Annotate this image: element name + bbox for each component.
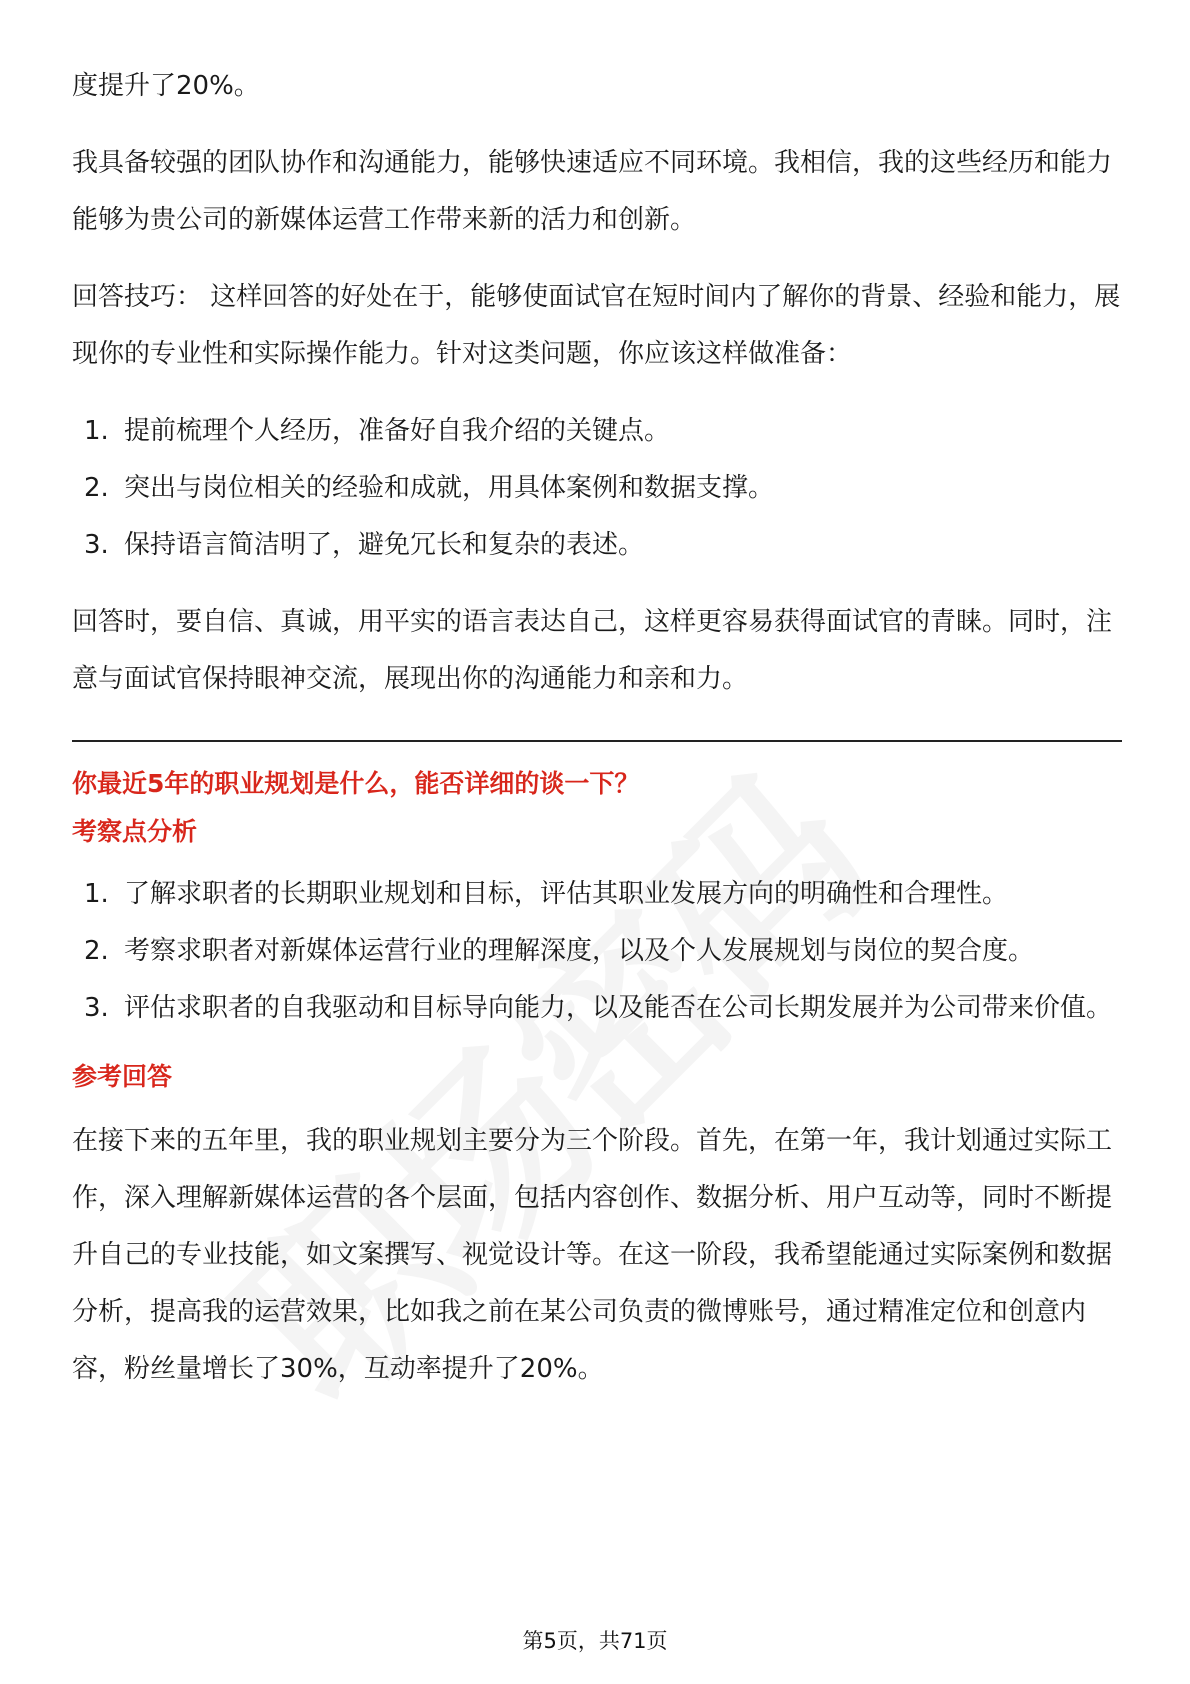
section-divider	[72, 740, 1122, 742]
list-item	[72, 517, 1122, 574]
list-number: 3.	[84, 993, 109, 1023]
analysis-heading: 考察点分析	[72, 817, 198, 846]
list-text: 保持语言简洁明了，避免冗长和复杂的表述。	[124, 530, 645, 560]
reference-heading: 参考回答	[72, 1062, 173, 1091]
paragraph-answer-tips: 回答技巧： 这样回答的好处在于，能够使面试官在短时间内了解你的背景、经验和能力，展现你的专业性和实际操作能力。针对这类问题，你应该这样做准备：	[72, 282, 1121, 369]
tips-list	[72, 403, 1122, 574]
page-number: 第5页，共71页	[522, 1629, 668, 1653]
list-text: 考察求职者对新媒体运营行业的理解深度，以及个人发展规划与岗位的契合度。	[124, 936, 1035, 966]
list-number: 1.	[84, 879, 109, 909]
analysis-list	[72, 866, 1122, 1037]
list-text: 了解求职者的长期职业规划和目标，评估其职业发展方向的明确性和合理性。	[124, 879, 1009, 909]
list-text: 提前梳理个人经历，准备好自我介绍的关键点。	[124, 416, 671, 446]
list-item	[72, 866, 1122, 923]
list-number: 2.	[84, 936, 109, 966]
list-number: 3.	[84, 530, 109, 560]
list-number: 2.	[84, 473, 109, 503]
list-item	[72, 460, 1122, 517]
paragraph-team-ability: 我具备较强的团队协作和沟通能力，能够快速适应不同环境。我相信，我的这些经历和能力能够为贵公司的新媒体运营工作带来新的活力和创新。	[72, 148, 1113, 235]
paragraph-continuation: 度提升了20%。	[72, 71, 260, 101]
question-heading: 你最近5年的职业规划是什么，能否详细的谈一下？	[72, 769, 640, 798]
list-item	[72, 980, 1122, 1037]
paragraph-closing: 回答时，要自信、真诚，用平实的语言表达自己，这样更容易获得面试官的青睐。同时，注意与面试官保持眼神交流，展现出你的沟通能力和亲和力。	[72, 607, 1113, 694]
list-item	[72, 923, 1122, 980]
list-text: 评估求职者的自我驱动和目标导向能力，以及能否在公司长期发展并为公司带来价值。	[124, 993, 1113, 1023]
list-text: 突出与岗位相关的经验和成就，用具体案例和数据支撑。	[124, 473, 775, 503]
list-number: 1.	[84, 416, 109, 446]
paragraph-reference-answer: 在接下来的五年里，我的职业规划主要分为三个阶段。首先，在第一年，我计划通过实际工作，深入理解新媒体运营的各个层面，包括内容创作、数据分析、用户互动等，同时不断提升自己的专业技能，如文案撰写、视觉设计等。在这一阶段，我希望能通过实际案例和数据分析，提高我的运营效果，比如我之前在某公司负责的微博账号，通过精准定位和创意内容，粉丝量增长了30%，互动率提升了20%。	[72, 1126, 1113, 1384]
list-item	[72, 403, 1122, 460]
page-content	[72, 58, 1122, 1398]
